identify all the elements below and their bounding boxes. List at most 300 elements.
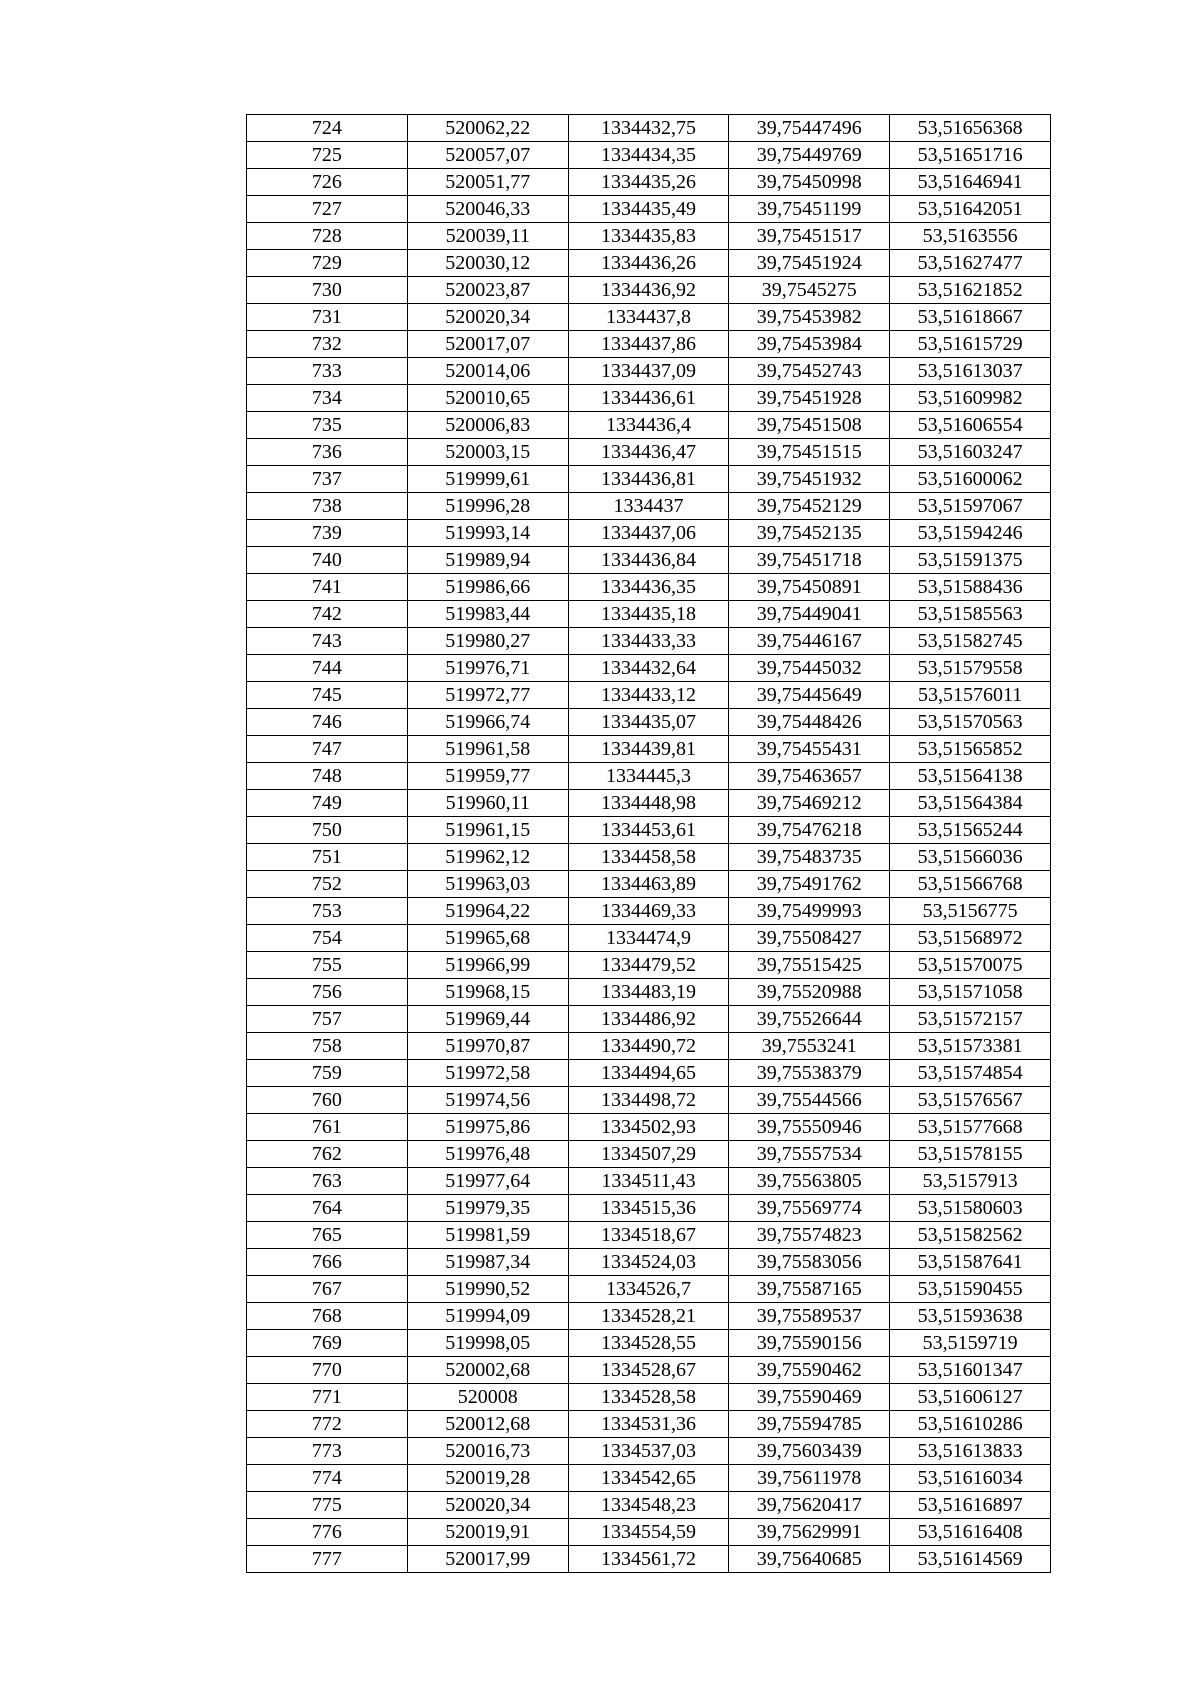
latitude-cell: 53,51564138 — [890, 763, 1051, 790]
table-row — [247, 1195, 1051, 1222]
point-number-cell: 745 — [247, 682, 408, 709]
point-number-cell: 761 — [247, 1114, 408, 1141]
latitude-cell: 53,51571058 — [890, 979, 1051, 1006]
table-row — [247, 547, 1051, 574]
table-row — [247, 1141, 1051, 1168]
x-coordinate-cell: 519994,09 — [407, 1303, 568, 1330]
latitude-cell: 53,51565852 — [890, 736, 1051, 763]
x-coordinate-cell: 520039,11 — [407, 223, 568, 250]
x-coordinate-cell: 519999,61 — [407, 466, 568, 493]
x-coordinate-cell: 520019,91 — [407, 1519, 568, 1546]
longitude-cell: 39,75446167 — [729, 628, 890, 655]
y-coordinate-cell: 1334463,89 — [568, 871, 729, 898]
x-coordinate-cell: 520017,99 — [407, 1546, 568, 1573]
y-coordinate-cell: 1334436,4 — [568, 412, 729, 439]
y-coordinate-cell: 1334528,67 — [568, 1357, 729, 1384]
x-coordinate-cell: 519986,66 — [407, 574, 568, 601]
latitude-cell: 53,51642051 — [890, 196, 1051, 223]
x-coordinate-cell: 520014,06 — [407, 358, 568, 385]
longitude-cell: 39,75589537 — [729, 1303, 890, 1330]
point-number-cell: 740 — [247, 547, 408, 574]
longitude-cell: 39,75452129 — [729, 493, 890, 520]
table-row — [247, 358, 1051, 385]
point-number-cell: 729 — [247, 250, 408, 277]
longitude-cell: 39,75569774 — [729, 1195, 890, 1222]
point-number-cell: 762 — [247, 1141, 408, 1168]
point-number-cell: 768 — [247, 1303, 408, 1330]
x-coordinate-cell: 520062,22 — [407, 115, 568, 142]
table-row — [247, 1222, 1051, 1249]
longitude-cell: 39,75463657 — [729, 763, 890, 790]
table-row — [247, 277, 1051, 304]
latitude-cell: 53,51606127 — [890, 1384, 1051, 1411]
y-coordinate-cell: 1334469,33 — [568, 898, 729, 925]
latitude-cell: 53,51566768 — [890, 871, 1051, 898]
y-coordinate-cell: 1334548,23 — [568, 1492, 729, 1519]
table-row — [247, 736, 1051, 763]
latitude-cell: 53,51600062 — [890, 466, 1051, 493]
longitude-cell: 39,75453982 — [729, 304, 890, 331]
table-row — [247, 223, 1051, 250]
longitude-cell: 39,75451924 — [729, 250, 890, 277]
x-coordinate-cell: 519993,14 — [407, 520, 568, 547]
table-row — [247, 1384, 1051, 1411]
y-coordinate-cell: 1334435,07 — [568, 709, 729, 736]
longitude-cell: 39,75603439 — [729, 1438, 890, 1465]
latitude-cell: 53,51651716 — [890, 142, 1051, 169]
y-coordinate-cell: 1334511,43 — [568, 1168, 729, 1195]
x-coordinate-cell: 519959,77 — [407, 763, 568, 790]
longitude-cell: 39,75629991 — [729, 1519, 890, 1546]
table-row — [247, 1492, 1051, 1519]
latitude-cell: 53,51582562 — [890, 1222, 1051, 1249]
x-coordinate-cell: 520008 — [407, 1384, 568, 1411]
table-row — [247, 925, 1051, 952]
table-row — [247, 790, 1051, 817]
x-coordinate-cell: 519966,74 — [407, 709, 568, 736]
point-number-cell: 744 — [247, 655, 408, 682]
y-coordinate-cell: 1334502,93 — [568, 1114, 729, 1141]
longitude-cell: 39,75590462 — [729, 1357, 890, 1384]
longitude-cell: 39,75451928 — [729, 385, 890, 412]
coordinates-table — [246, 114, 1051, 1573]
longitude-cell: 39,7553241 — [729, 1033, 890, 1060]
x-coordinate-cell: 520006,83 — [407, 412, 568, 439]
table-row — [247, 1519, 1051, 1546]
y-coordinate-cell: 1334524,03 — [568, 1249, 729, 1276]
x-coordinate-cell: 519964,22 — [407, 898, 568, 925]
y-coordinate-cell: 1334435,83 — [568, 223, 729, 250]
longitude-cell: 39,75515425 — [729, 952, 890, 979]
y-coordinate-cell: 1334479,52 — [568, 952, 729, 979]
latitude-cell: 53,51572157 — [890, 1006, 1051, 1033]
x-coordinate-cell: 519996,28 — [407, 493, 568, 520]
y-coordinate-cell: 1334437,09 — [568, 358, 729, 385]
longitude-cell: 39,75640685 — [729, 1546, 890, 1573]
latitude-cell: 53,51616034 — [890, 1465, 1051, 1492]
longitude-cell: 39,75451508 — [729, 412, 890, 439]
point-number-cell: 731 — [247, 304, 408, 331]
y-coordinate-cell: 1334445,3 — [568, 763, 729, 790]
table-row — [247, 1330, 1051, 1357]
longitude-cell: 39,75451718 — [729, 547, 890, 574]
x-coordinate-cell: 519976,48 — [407, 1141, 568, 1168]
table-row — [247, 871, 1051, 898]
longitude-cell: 39,75587165 — [729, 1276, 890, 1303]
x-coordinate-cell: 519961,15 — [407, 817, 568, 844]
x-coordinate-cell: 519976,71 — [407, 655, 568, 682]
table-row — [247, 952, 1051, 979]
longitude-cell: 39,75483735 — [729, 844, 890, 871]
latitude-cell: 53,51606554 — [890, 412, 1051, 439]
x-coordinate-cell: 519962,12 — [407, 844, 568, 871]
y-coordinate-cell: 1334490,72 — [568, 1033, 729, 1060]
point-number-cell: 728 — [247, 223, 408, 250]
x-coordinate-cell: 519980,27 — [407, 628, 568, 655]
y-coordinate-cell: 1334436,84 — [568, 547, 729, 574]
table-row — [247, 655, 1051, 682]
x-coordinate-cell: 519966,99 — [407, 952, 568, 979]
table-row — [247, 412, 1051, 439]
latitude-cell: 53,51615729 — [890, 331, 1051, 358]
latitude-cell: 53,5157913 — [890, 1168, 1051, 1195]
point-number-cell: 734 — [247, 385, 408, 412]
longitude-cell: 39,75611978 — [729, 1465, 890, 1492]
table-row — [247, 520, 1051, 547]
longitude-cell: 39,75538379 — [729, 1060, 890, 1087]
point-number-cell: 724 — [247, 115, 408, 142]
y-coordinate-cell: 1334526,7 — [568, 1276, 729, 1303]
y-coordinate-cell: 1334531,36 — [568, 1411, 729, 1438]
x-coordinate-cell: 519972,58 — [407, 1060, 568, 1087]
x-coordinate-cell: 519990,52 — [407, 1276, 568, 1303]
point-number-cell: 750 — [247, 817, 408, 844]
point-number-cell: 755 — [247, 952, 408, 979]
point-number-cell: 748 — [247, 763, 408, 790]
point-number-cell: 770 — [247, 1357, 408, 1384]
point-number-cell: 747 — [247, 736, 408, 763]
longitude-cell: 39,75445032 — [729, 655, 890, 682]
x-coordinate-cell: 520046,33 — [407, 196, 568, 223]
point-number-cell: 749 — [247, 790, 408, 817]
table-row — [247, 1465, 1051, 1492]
latitude-cell: 53,5156775 — [890, 898, 1051, 925]
latitude-cell: 53,51570563 — [890, 709, 1051, 736]
point-number-cell: 753 — [247, 898, 408, 925]
y-coordinate-cell: 1334542,65 — [568, 1465, 729, 1492]
latitude-cell: 53,51568972 — [890, 925, 1051, 952]
point-number-cell: 737 — [247, 466, 408, 493]
x-coordinate-cell: 519963,03 — [407, 871, 568, 898]
y-coordinate-cell: 1334432,64 — [568, 655, 729, 682]
point-number-cell: 738 — [247, 493, 408, 520]
point-number-cell: 765 — [247, 1222, 408, 1249]
point-number-cell: 739 — [247, 520, 408, 547]
longitude-cell: 39,75469212 — [729, 790, 890, 817]
point-number-cell: 771 — [247, 1384, 408, 1411]
y-coordinate-cell: 1334528,21 — [568, 1303, 729, 1330]
latitude-cell: 53,51576567 — [890, 1087, 1051, 1114]
x-coordinate-cell: 519965,68 — [407, 925, 568, 952]
longitude-cell: 39,75583056 — [729, 1249, 890, 1276]
longitude-cell: 39,75620417 — [729, 1492, 890, 1519]
longitude-cell: 39,75476218 — [729, 817, 890, 844]
table-row — [247, 1303, 1051, 1330]
longitude-cell: 39,75452135 — [729, 520, 890, 547]
longitude-cell: 39,75594785 — [729, 1411, 890, 1438]
y-coordinate-cell: 1334554,59 — [568, 1519, 729, 1546]
x-coordinate-cell: 519969,44 — [407, 1006, 568, 1033]
y-coordinate-cell: 1334486,92 — [568, 1006, 729, 1033]
x-coordinate-cell: 520003,15 — [407, 439, 568, 466]
longitude-cell: 39,75526644 — [729, 1006, 890, 1033]
latitude-cell: 53,51576011 — [890, 682, 1051, 709]
y-coordinate-cell: 1334483,19 — [568, 979, 729, 1006]
point-number-cell: 756 — [247, 979, 408, 1006]
y-coordinate-cell: 1334433,12 — [568, 682, 729, 709]
latitude-cell: 53,51587641 — [890, 1249, 1051, 1276]
latitude-cell: 53,51609982 — [890, 385, 1051, 412]
latitude-cell: 53,51594246 — [890, 520, 1051, 547]
longitude-cell: 39,75557534 — [729, 1141, 890, 1168]
longitude-cell: 39,75590156 — [729, 1330, 890, 1357]
y-coordinate-cell: 1334515,36 — [568, 1195, 729, 1222]
point-number-cell: 764 — [247, 1195, 408, 1222]
longitude-cell: 39,75452743 — [729, 358, 890, 385]
x-coordinate-cell: 519972,77 — [407, 682, 568, 709]
longitude-cell: 39,75453984 — [729, 331, 890, 358]
table-row — [247, 169, 1051, 196]
y-coordinate-cell: 1334528,58 — [568, 1384, 729, 1411]
x-coordinate-cell: 519970,87 — [407, 1033, 568, 1060]
point-number-cell: 741 — [247, 574, 408, 601]
longitude-cell: 39,75450891 — [729, 574, 890, 601]
point-number-cell: 767 — [247, 1276, 408, 1303]
table-row — [247, 979, 1051, 1006]
table-row — [247, 493, 1051, 520]
table-row — [247, 817, 1051, 844]
point-number-cell: 735 — [247, 412, 408, 439]
table-row — [247, 1060, 1051, 1087]
latitude-cell: 53,51588436 — [890, 574, 1051, 601]
y-coordinate-cell: 1334437,06 — [568, 520, 729, 547]
table-row — [247, 601, 1051, 628]
latitude-cell: 53,51565244 — [890, 817, 1051, 844]
longitude-cell: 39,75447496 — [729, 115, 890, 142]
y-coordinate-cell: 1334432,75 — [568, 115, 729, 142]
point-number-cell: 742 — [247, 601, 408, 628]
latitude-cell: 53,51627477 — [890, 250, 1051, 277]
y-coordinate-cell: 1334507,29 — [568, 1141, 729, 1168]
y-coordinate-cell: 1334448,98 — [568, 790, 729, 817]
y-coordinate-cell: 1334435,18 — [568, 601, 729, 628]
longitude-cell: 39,75448426 — [729, 709, 890, 736]
longitude-cell: 39,75451932 — [729, 466, 890, 493]
x-coordinate-cell: 520016,73 — [407, 1438, 568, 1465]
y-coordinate-cell: 1334437,8 — [568, 304, 729, 331]
point-number-cell: 746 — [247, 709, 408, 736]
y-coordinate-cell: 1334435,49 — [568, 196, 729, 223]
table-row — [247, 1438, 1051, 1465]
longitude-cell: 39,75451199 — [729, 196, 890, 223]
table-row — [247, 574, 1051, 601]
table-row — [247, 439, 1051, 466]
y-coordinate-cell: 1334433,33 — [568, 628, 729, 655]
latitude-cell: 53,51656368 — [890, 115, 1051, 142]
point-number-cell: 751 — [247, 844, 408, 871]
y-coordinate-cell: 1334436,26 — [568, 250, 729, 277]
longitude-cell: 39,75449041 — [729, 601, 890, 628]
y-coordinate-cell: 1334528,55 — [568, 1330, 729, 1357]
latitude-cell: 53,51574854 — [890, 1060, 1051, 1087]
table-row — [247, 250, 1051, 277]
table-row — [247, 763, 1051, 790]
point-number-cell: 760 — [247, 1087, 408, 1114]
point-number-cell: 757 — [247, 1006, 408, 1033]
y-coordinate-cell: 1334439,81 — [568, 736, 729, 763]
point-number-cell: 759 — [247, 1060, 408, 1087]
y-coordinate-cell: 1334518,67 — [568, 1222, 729, 1249]
longitude-cell: 39,75451517 — [729, 223, 890, 250]
x-coordinate-cell: 519989,94 — [407, 547, 568, 574]
point-number-cell: 732 — [247, 331, 408, 358]
table-row — [247, 196, 1051, 223]
x-coordinate-cell: 519998,05 — [407, 1330, 568, 1357]
table-row — [247, 304, 1051, 331]
x-coordinate-cell: 519979,35 — [407, 1195, 568, 1222]
longitude-cell: 39,75445649 — [729, 682, 890, 709]
point-number-cell: 775 — [247, 1492, 408, 1519]
table-row — [247, 1168, 1051, 1195]
y-coordinate-cell: 1334561,72 — [568, 1546, 729, 1573]
latitude-cell: 53,51593638 — [890, 1303, 1051, 1330]
latitude-cell: 53,51603247 — [890, 439, 1051, 466]
x-coordinate-cell: 520010,65 — [407, 385, 568, 412]
latitude-cell: 53,51573381 — [890, 1033, 1051, 1060]
longitude-cell: 39,7545275 — [729, 277, 890, 304]
longitude-cell: 39,75590469 — [729, 1384, 890, 1411]
table-row — [247, 1411, 1051, 1438]
y-coordinate-cell: 1334435,26 — [568, 169, 729, 196]
latitude-cell: 53,51564384 — [890, 790, 1051, 817]
latitude-cell: 53,51616897 — [890, 1492, 1051, 1519]
x-coordinate-cell: 519968,15 — [407, 979, 568, 1006]
table-row — [247, 115, 1051, 142]
y-coordinate-cell: 1334458,58 — [568, 844, 729, 871]
point-number-cell: 769 — [247, 1330, 408, 1357]
table-row — [247, 331, 1051, 358]
latitude-cell: 53,51610286 — [890, 1411, 1051, 1438]
y-coordinate-cell: 1334436,61 — [568, 385, 729, 412]
y-coordinate-cell: 1334436,35 — [568, 574, 729, 601]
x-coordinate-cell: 520019,28 — [407, 1465, 568, 1492]
point-number-cell: 758 — [247, 1033, 408, 1060]
table-row — [247, 1546, 1051, 1573]
point-number-cell: 773 — [247, 1438, 408, 1465]
table-row — [247, 1033, 1051, 1060]
longitude-cell: 39,75574823 — [729, 1222, 890, 1249]
point-number-cell: 776 — [247, 1519, 408, 1546]
point-number-cell: 733 — [247, 358, 408, 385]
x-coordinate-cell: 519975,86 — [407, 1114, 568, 1141]
x-coordinate-cell: 520023,87 — [407, 277, 568, 304]
x-coordinate-cell: 520057,07 — [407, 142, 568, 169]
longitude-cell: 39,75520988 — [729, 979, 890, 1006]
y-coordinate-cell: 1334474,9 — [568, 925, 729, 952]
table-row — [247, 628, 1051, 655]
longitude-cell: 39,75450998 — [729, 169, 890, 196]
point-number-cell: 725 — [247, 142, 408, 169]
table-row — [247, 682, 1051, 709]
latitude-cell: 53,51585563 — [890, 601, 1051, 628]
x-coordinate-cell: 519987,34 — [407, 1249, 568, 1276]
latitude-cell: 53,51618667 — [890, 304, 1051, 331]
latitude-cell: 53,51570075 — [890, 952, 1051, 979]
x-coordinate-cell: 519960,11 — [407, 790, 568, 817]
x-coordinate-cell: 519983,44 — [407, 601, 568, 628]
latitude-cell: 53,51601347 — [890, 1357, 1051, 1384]
table-row — [247, 466, 1051, 493]
longitude-cell: 39,75508427 — [729, 925, 890, 952]
x-coordinate-cell: 520012,68 — [407, 1411, 568, 1438]
y-coordinate-cell: 1334436,47 — [568, 439, 729, 466]
x-coordinate-cell: 520030,12 — [407, 250, 568, 277]
latitude-cell: 53,51566036 — [890, 844, 1051, 871]
x-coordinate-cell: 519961,58 — [407, 736, 568, 763]
point-number-cell: 766 — [247, 1249, 408, 1276]
longitude-cell: 39,75563805 — [729, 1168, 890, 1195]
y-coordinate-cell: 1334436,81 — [568, 466, 729, 493]
longitude-cell: 39,75449769 — [729, 142, 890, 169]
latitude-cell: 53,51621852 — [890, 277, 1051, 304]
latitude-cell: 53,51582745 — [890, 628, 1051, 655]
table-row — [247, 1006, 1051, 1033]
longitude-cell: 39,75491762 — [729, 871, 890, 898]
longitude-cell: 39,75451515 — [729, 439, 890, 466]
latitude-cell: 53,51579558 — [890, 655, 1051, 682]
latitude-cell: 53,51646941 — [890, 169, 1051, 196]
point-number-cell: 730 — [247, 277, 408, 304]
x-coordinate-cell: 520051,77 — [407, 169, 568, 196]
longitude-cell: 39,75544566 — [729, 1087, 890, 1114]
table-row — [247, 844, 1051, 871]
y-coordinate-cell: 1334434,35 — [568, 142, 729, 169]
latitude-cell: 53,51578155 — [890, 1141, 1051, 1168]
y-coordinate-cell: 1334436,92 — [568, 277, 729, 304]
x-coordinate-cell: 519974,56 — [407, 1087, 568, 1114]
table-row — [247, 1276, 1051, 1303]
point-number-cell: 752 — [247, 871, 408, 898]
point-number-cell: 743 — [247, 628, 408, 655]
x-coordinate-cell: 520020,34 — [407, 304, 568, 331]
x-coordinate-cell: 519977,64 — [407, 1168, 568, 1195]
point-number-cell: 772 — [247, 1411, 408, 1438]
latitude-cell: 53,5159719 — [890, 1330, 1051, 1357]
y-coordinate-cell: 1334537,03 — [568, 1438, 729, 1465]
latitude-cell: 53,5163556 — [890, 223, 1051, 250]
table-row — [247, 1114, 1051, 1141]
point-number-cell: 754 — [247, 925, 408, 952]
point-number-cell: 736 — [247, 439, 408, 466]
point-number-cell: 777 — [247, 1546, 408, 1573]
y-coordinate-cell: 1334453,61 — [568, 817, 729, 844]
x-coordinate-cell: 520002,68 — [407, 1357, 568, 1384]
table-row — [247, 1087, 1051, 1114]
point-number-cell: 726 — [247, 169, 408, 196]
latitude-cell: 53,51597067 — [890, 493, 1051, 520]
y-coordinate-cell: 1334437,86 — [568, 331, 729, 358]
table-row — [247, 1249, 1051, 1276]
